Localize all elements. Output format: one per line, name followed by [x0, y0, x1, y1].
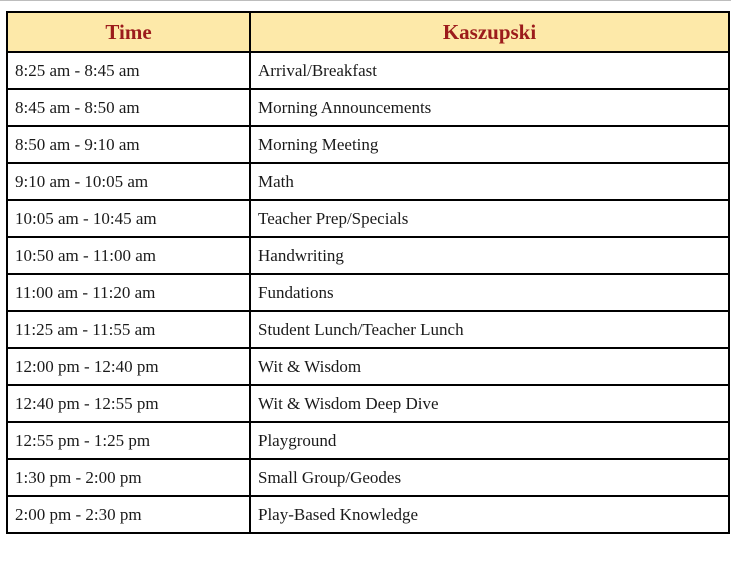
table-row — [7, 422, 729, 459]
time-cell: 9:10 am - 10:05 am — [7, 163, 250, 200]
activity-cell: Math — [250, 163, 729, 200]
top-divider — [0, 0, 731, 8]
time-cell: 8:25 am - 8:45 am — [7, 52, 250, 89]
table-row — [7, 126, 729, 163]
table-row — [7, 496, 729, 533]
schedule-body — [7, 52, 729, 533]
table-row — [7, 348, 729, 385]
table-row — [7, 200, 729, 237]
schedule-table — [6, 11, 730, 534]
activity-cell: Morning Announcements — [250, 89, 729, 126]
activity-cell: Play-Based Knowledge — [250, 496, 729, 533]
activity-cell: Teacher Prep/Specials — [250, 200, 729, 237]
column-header-teacher: Kaszupski — [250, 12, 729, 52]
time-cell: 11:25 am - 11:55 am — [7, 311, 250, 348]
activity-cell: Wit & Wisdom Deep Dive — [250, 385, 729, 422]
table-row — [7, 311, 729, 348]
time-cell: 12:55 pm - 1:25 pm — [7, 422, 250, 459]
activity-cell: Morning Meeting — [250, 126, 729, 163]
time-cell: 12:40 pm - 12:55 pm — [7, 385, 250, 422]
table-row — [7, 163, 729, 200]
table-row — [7, 274, 729, 311]
activity-cell: Small Group/Geodes — [250, 459, 729, 496]
time-cell: 10:50 am - 11:00 am — [7, 237, 250, 274]
activity-cell: Playground — [250, 422, 729, 459]
column-header-time: Time — [7, 12, 250, 52]
activity-cell: Fundations — [250, 274, 729, 311]
activity-cell: Handwriting — [250, 237, 729, 274]
table-row — [7, 459, 729, 496]
table-row — [7, 52, 729, 89]
activity-cell: Arrival/Breakfast — [250, 52, 729, 89]
activity-cell: Wit & Wisdom — [250, 348, 729, 385]
time-cell: 10:05 am - 10:45 am — [7, 200, 250, 237]
time-cell: 2:00 pm - 2:30 pm — [7, 496, 250, 533]
time-cell: 1:30 pm - 2:00 pm — [7, 459, 250, 496]
table-row — [7, 237, 729, 274]
header-row — [7, 12, 729, 52]
time-cell: 11:00 am - 11:20 am — [7, 274, 250, 311]
time-cell: 12:00 pm - 12:40 pm — [7, 348, 250, 385]
table-row — [7, 385, 729, 422]
time-cell: 8:50 am - 9:10 am — [7, 126, 250, 163]
table-row — [7, 89, 729, 126]
activity-cell: Student Lunch/Teacher Lunch — [250, 311, 729, 348]
time-cell: 8:45 am - 8:50 am — [7, 89, 250, 126]
